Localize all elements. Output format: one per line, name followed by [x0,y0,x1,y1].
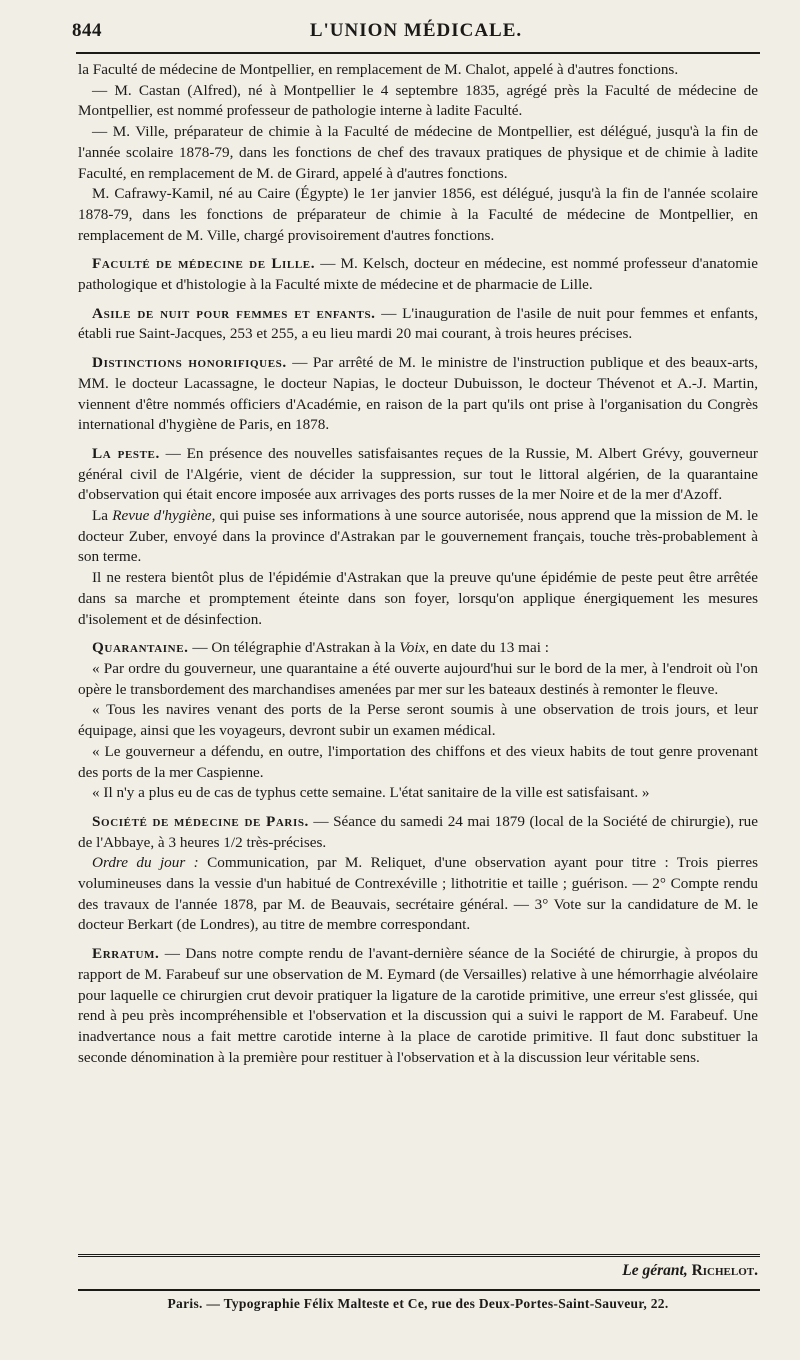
paragraph [78,444,758,506]
paragraph [78,353,758,436]
paragraph [78,122,758,184]
italic-term: Voix [399,639,426,657]
page-number: 844 [72,20,102,41]
paragraph-text: — En présence des nouvelles satisfaisantes reçues de la Russie, M. Albert Grévy, gouverneur général civil de l'Algérie, vient de décider la suppression, sur tout le littoral algérien, de la quarantaine d'observation qui était encore imposée aux arrivages des ports russes de la mer Noire et de la mer d'Azoff. [78,444,758,504]
paragraph-text: M. Cafrawy-Kamil, né au Caire (Égypte) le 1er janvier 1856, est délégué, jusqu'à la fin de l'année scolaire 1878-79, dans les fonctions de préparateur de chimie à la Faculté de médecine de Montpellier, en remplacement de M. Ville, chargé provisoirement d'autres fonctions. [78,185,758,244]
printer-imprint: Paris. — Typographie Félix Malteste et Ce, rue des Deux-Portes-Saint-Sauveur, 22. [167,1296,669,1311]
paragraph [78,700,758,741]
article-body [78,60,758,1068]
paragraph [78,81,758,122]
paragraph-text: La [92,507,113,525]
paragraph-text: — L'inauguration de l'asile de nuit pour femmes et enfants, établi rue Saint-Jacques, 253 et 255, a eu lieu mardi 20 mai courant, à trois heures précises. [78,304,758,343]
paragraph [78,853,758,936]
paragraph [78,254,758,295]
gerant-label: Le gérant, [622,1262,688,1279]
italic-term: Revue d'hygiène [112,507,212,525]
paragraph-text: , en date du 13 mai : [425,639,549,657]
section-heading: La peste. [92,444,160,462]
paragraph-text: — Dans notre compte rendu de l'avant-dernière séance de la Société de chirurgie, à propos du rapport de M. Farabeuf sur une observation de M. Eymard (de Versailles) relative à une hémorrhagie alvéolaire pour laquelle ce chirurgien crut devoir pratiquer la ligature de la carotide primitive, une erreur s'est glissée, qui rend à peu près incompréhensible et l'observation et la discussion qui a suivi le rapport de M. Farabeuf. Une inadvertance nous a fait mettre carotide interne à la place de carotide primitive. Il faut donc substituer la seconde dénomination à la première pour restituer à l'observation et à la discussion leur véritable sens. [78,945,758,1066]
end-rule [78,1254,760,1257]
section-heading: Asile de nuit pour femmes et enfants. [92,304,376,322]
paragraph [78,638,758,659]
paragraph-text: — Par arrêté de M. le ministre de l'instruction publique et des beaux-arts, MM. le docteur Lacassagne, le docteur Napias, le docteur Dubuisson, le docteur Thévenot et A.-J. Martin, viennent d'être nommés officiers d'Académie, en raison de la part qu'ils ont prise à l'organisation du Congrès international d'hygiène de Paris, en 1878. [78,354,759,434]
gerant-signature [622,1262,758,1280]
paragraph-text: Il ne restera bientôt plus de l'épidémie d'Astrakan que la preuve qu'une épidémie de peste peut être arrêtée dans sa marche et promptement éteinte dans son foyer, lorsqu'on applique énergiquement les mesures d'isolement et de désinfection. [78,569,758,628]
section-heading: Faculté de médecine de Lille. [92,255,316,273]
section-heading: Distinctions honorifiques. [92,354,287,372]
gerant-name: Richelot. [691,1262,758,1279]
paragraph [78,184,758,246]
paragraph [78,812,758,853]
running-head: L'UNION MÉDICALE. [309,20,523,41]
paragraph [78,568,758,630]
header-rule [76,52,760,54]
paragraph-text: — M. Kelsch, docteur en médecine, est nommé professeur d'anatomie pathologique et d'histologie à la Faculté mixte de médecine et de pharmacie de Lille. [78,255,758,294]
footer-rule [78,1289,760,1291]
paragraph [78,659,758,700]
paragraph [78,742,758,783]
paragraph [78,944,758,1068]
paragraph-text: « Par ordre du gouverneur, une quarantaine a été ouverte aujourd'hui sur le bord de la mer, à l'endroit où l'on opère le transbordement des marchandises amenées par mer sur les bateaux destinés à remonter le fleuve. [78,659,758,698]
paragraph-text: — On télégraphie d'Astrakan à la [188,639,400,657]
section-heading: Erratum. [92,945,160,963]
paragraph [78,304,758,345]
paragraph [78,60,758,81]
paragraph [78,506,758,568]
paragraph-text: « Le gouverneur a défendu, en outre, l'importation des chiffons et des vieux habits de tout genre provenant des ports de la mer Caspienne. [78,742,758,781]
paragraph-text: Communication, par M. Reliquet, d'une observation ayant pour titre : Trois pierres volumineuses dans la vessie d'un habitué de Contrexéville ; lithotritie et taille ; guérison. — 2° Compte rendu des travaux de l'année 1878, par M. de Beauvais, secrétaire général. — 3° Vote sur la candidature de M. le docteur Berkart (de Londres), au titre de membre correspondant. [78,854,759,934]
paragraph-text: — Séance du samedi 24 mai 1879 (local de la Société de chirurgie), rue de l'Abbaye, à 3 heures 1/2 très-précises. [78,812,758,851]
section-heading: Quarantaine. [92,639,189,657]
paragraph-text: « Tous les navires venant des ports de la Perse seront soumis à une observation de trois jours, et leur équipage, ainsi que les voyageurs, devront subir un examen médical. [78,701,758,740]
paragraph-text: , qui puise ses informations à une source autorisée, nous apprend que la mission de M. le docteur Zuber, envoyé dans la province d'Astrakan par le gouvernement français, touche très-probablement à son terme. [78,507,758,566]
italic-term: Ordre du jour : [92,854,199,872]
section-heading: Société de médecine de Paris. [92,812,309,830]
paragraph-text: « Il n'y a plus eu de cas de typhus cette semaine. L'état sanitaire de la ville est satisfaisant. » [92,784,650,802]
page-header [72,20,760,46]
paragraph-text: — M. Ville, préparateur de chimie à la Faculté de médecine de Montpellier, est délégué, jusqu'à la fin de l'année scolaire 1878-79, dans les fonctions de chef des travaux pratiques de physique et de chimie à ladite Faculté, en remplacement de M. de Girard, appelé à d'autres fonctions. [78,123,758,182]
paragraph-text: — M. Castan (Alfred), né à Montpellier le 4 septembre 1835, agrégé près la Faculté de médecine de Montpellier, est nommé professeur de pathologie interne à ladite Faculté. [78,81,758,120]
paragraph [78,783,758,804]
paragraph-text: la Faculté de médecine de Montpellier, en remplacement de M. Chalot, appelé à d'autres fonctions. [78,61,679,78]
